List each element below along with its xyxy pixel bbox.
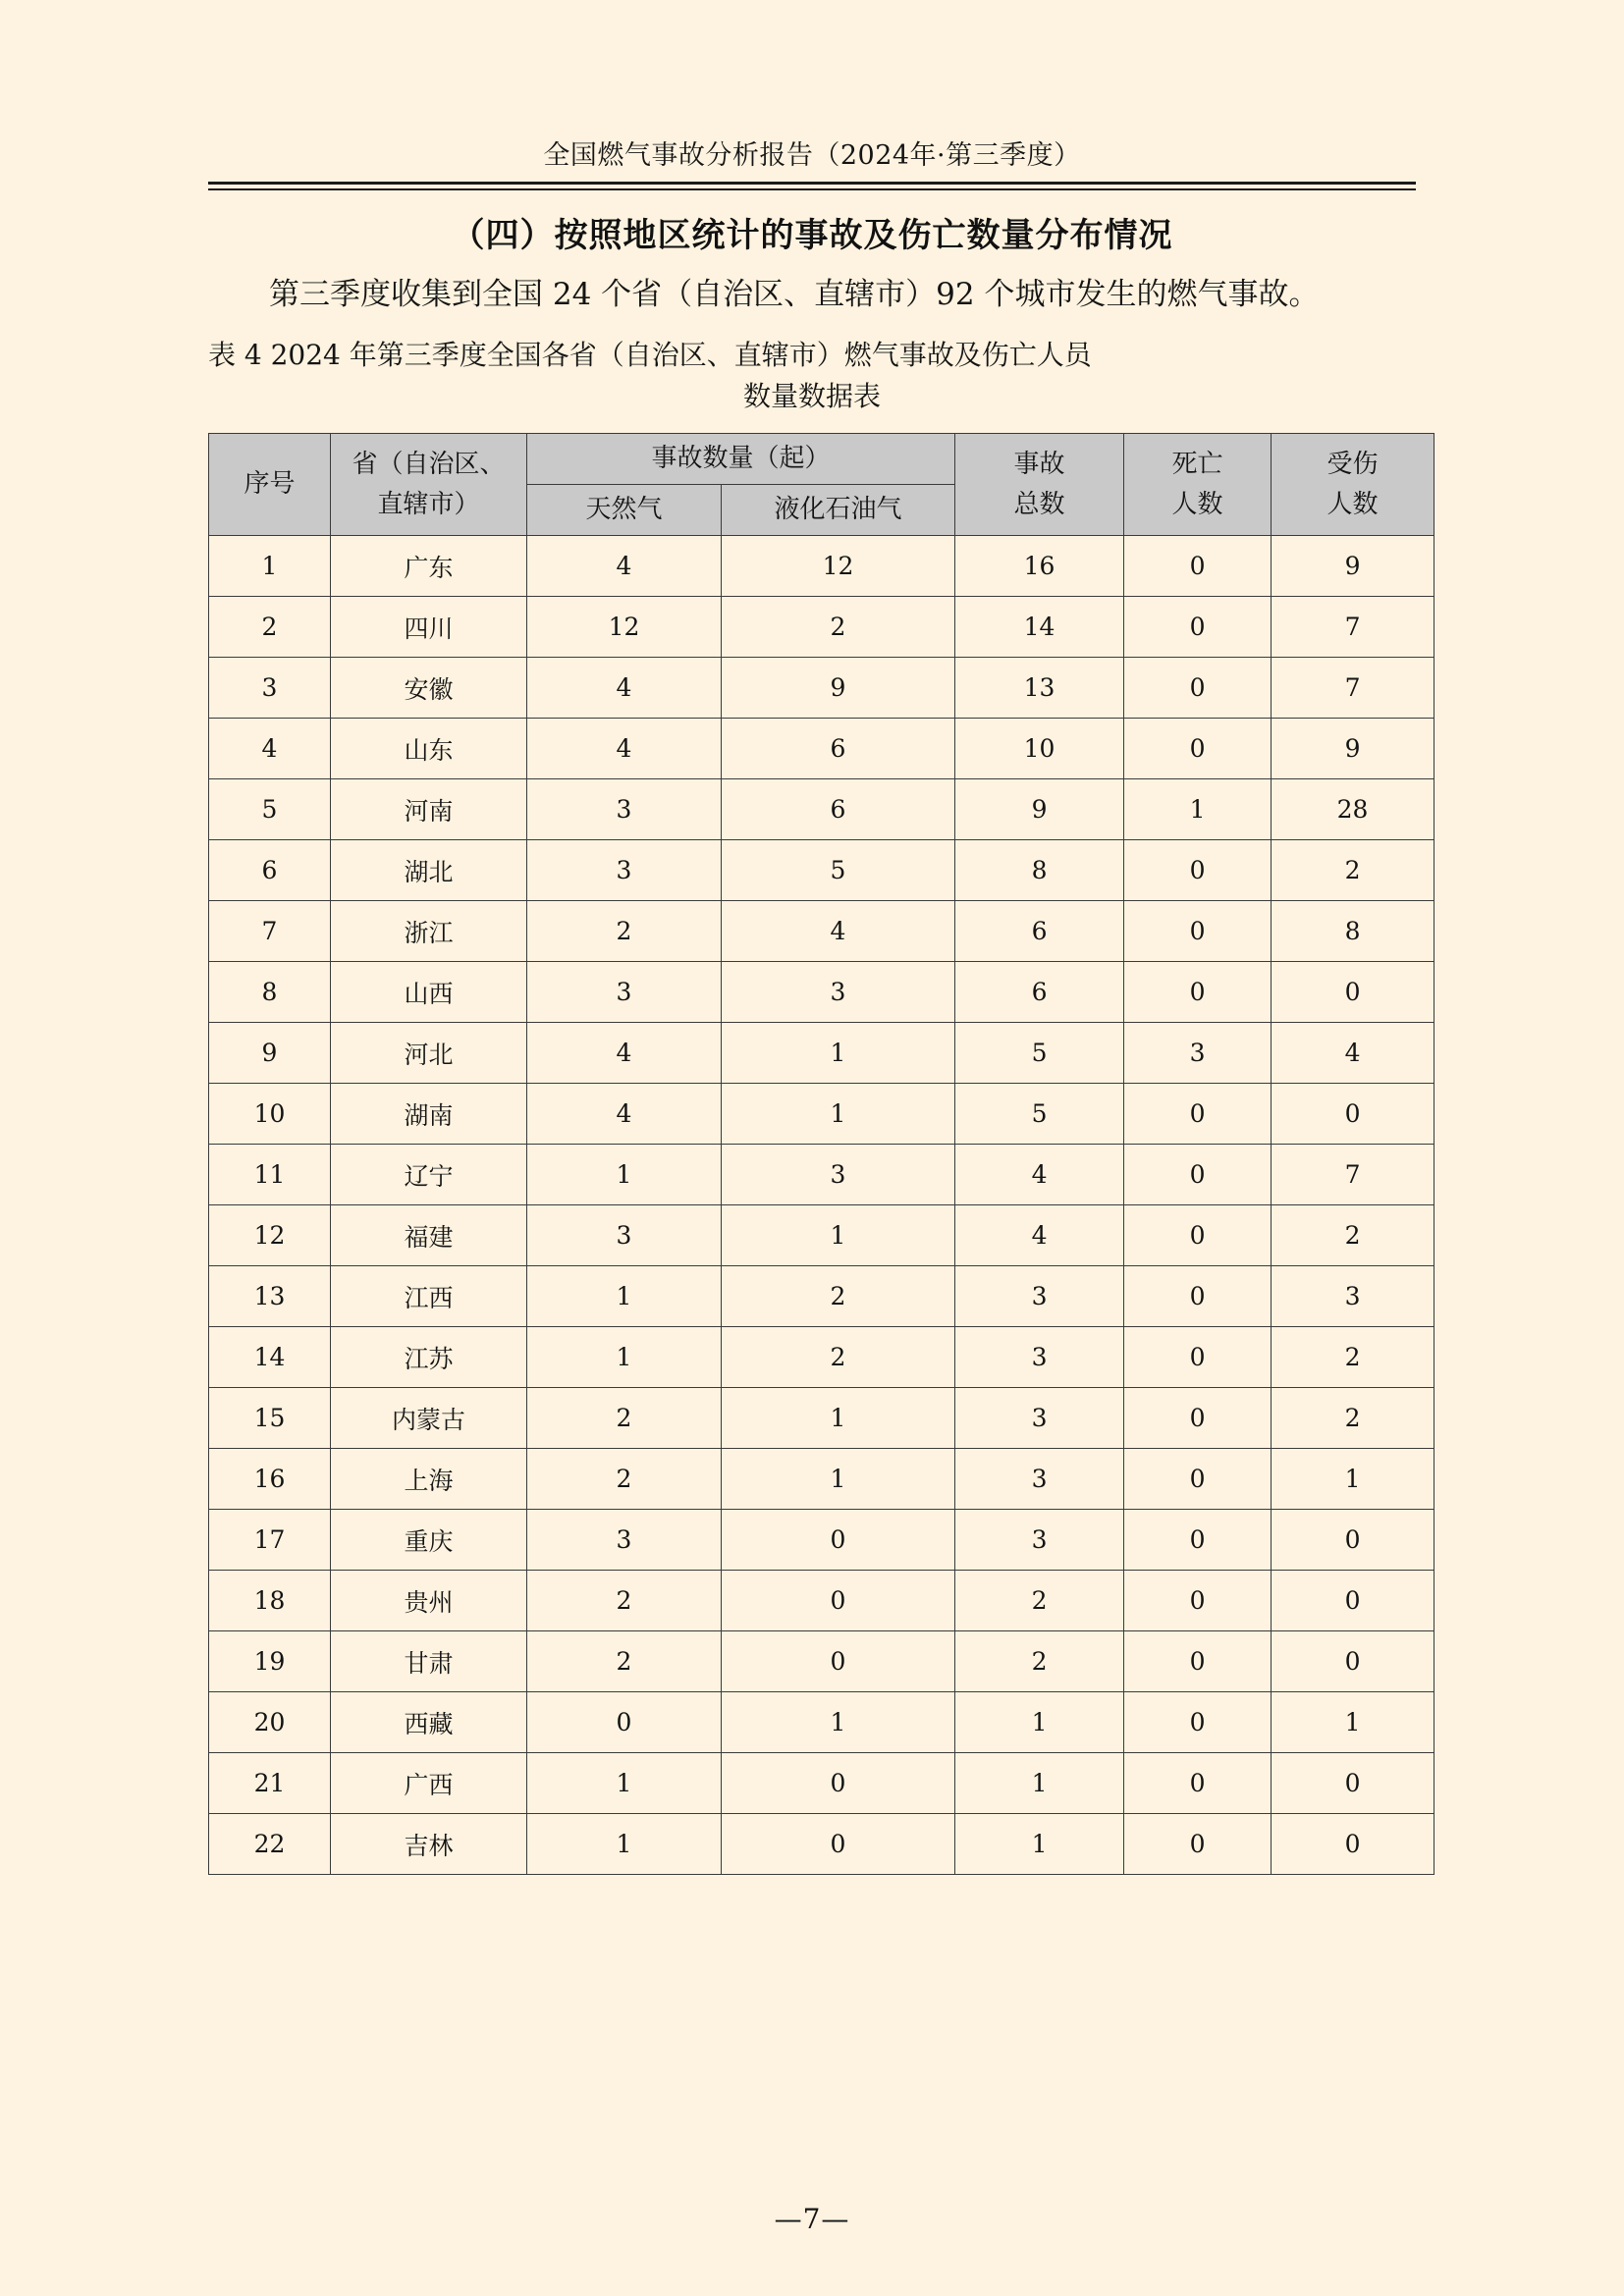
cell-natural-gas: 4	[527, 536, 722, 597]
cell-lpg: 0	[722, 1571, 955, 1631]
cell-index: 19	[209, 1631, 331, 1692]
cell-total: 10	[955, 719, 1124, 779]
cell-injuries: 8	[1272, 901, 1435, 962]
cell-natural-gas: 4	[527, 1084, 722, 1145]
cell-index: 14	[209, 1327, 331, 1388]
cell-province: 辽宁	[331, 1145, 527, 1205]
header-divider-rules	[208, 182, 1416, 190]
cell-natural-gas: 2	[527, 1388, 722, 1449]
cell-index: 15	[209, 1388, 331, 1449]
cell-index: 3	[209, 658, 331, 719]
cell-natural-gas: 3	[527, 1510, 722, 1571]
cell-deaths: 3	[1124, 1023, 1272, 1084]
table-caption-line2: 数量数据表	[742, 380, 881, 413]
cell-index: 13	[209, 1266, 331, 1327]
cell-injuries: 2	[1272, 840, 1435, 901]
cell-lpg: 0	[722, 1510, 955, 1571]
cell-natural-gas: 0	[527, 1692, 722, 1753]
cell-total: 13	[955, 658, 1124, 719]
table-caption	[208, 335, 1416, 417]
cell-lpg: 0	[722, 1753, 955, 1814]
provincial-accident-table	[208, 433, 1435, 1875]
cell-index: 16	[209, 1449, 331, 1510]
page-number: —7—	[774, 2203, 850, 2235]
cell-index: 9	[209, 1023, 331, 1084]
table-row	[209, 1510, 1435, 1571]
cell-injuries: 3	[1272, 1266, 1435, 1327]
cell-deaths: 0	[1124, 1388, 1272, 1449]
header-rule-thin	[208, 188, 1416, 190]
cell-total: 2	[955, 1571, 1124, 1631]
th-total-line2: 总数	[1013, 489, 1065, 519]
table-row	[209, 1631, 1435, 1692]
cell-index: 17	[209, 1510, 331, 1571]
cell-injuries: 0	[1272, 1571, 1435, 1631]
cell-injuries: 0	[1272, 1084, 1435, 1145]
cell-province: 河北	[331, 1023, 527, 1084]
th-deaths	[1124, 434, 1272, 536]
cell-deaths: 0	[1124, 962, 1272, 1023]
cell-injuries: 2	[1272, 1327, 1435, 1388]
cell-province: 河南	[331, 779, 527, 840]
cell-lpg: 1	[722, 1692, 955, 1753]
cell-lpg: 1	[722, 1205, 955, 1266]
cell-total: 3	[955, 1266, 1124, 1327]
cell-natural-gas: 1	[527, 1266, 722, 1327]
table-row	[209, 719, 1435, 779]
table-row	[209, 1205, 1435, 1266]
table-row	[209, 1266, 1435, 1327]
table-row	[209, 1814, 1435, 1875]
table-row	[209, 1692, 1435, 1753]
cell-index: 18	[209, 1571, 331, 1631]
cell-index: 2	[209, 597, 331, 658]
cell-province: 内蒙古	[331, 1388, 527, 1449]
cell-total: 5	[955, 1023, 1124, 1084]
cell-province: 湖北	[331, 840, 527, 901]
cell-deaths: 0	[1124, 1327, 1272, 1388]
cell-deaths: 0	[1124, 1145, 1272, 1205]
cell-deaths: 0	[1124, 1814, 1272, 1875]
cell-deaths: 0	[1124, 1631, 1272, 1692]
th-natural-gas: 天然气	[527, 485, 722, 536]
cell-injuries: 0	[1272, 1814, 1435, 1875]
table-row	[209, 779, 1435, 840]
section-heading: （四）按照地区统计的事故及伤亡数量分布情况	[451, 216, 1173, 255]
cell-deaths: 0	[1124, 1084, 1272, 1145]
th-deaths-line1: 死亡	[1171, 450, 1223, 480]
cell-lpg: 5	[722, 840, 955, 901]
th-injuries-line1: 受伤	[1326, 450, 1379, 480]
cell-lpg: 2	[722, 1327, 955, 1388]
cell-injuries: 0	[1272, 1753, 1435, 1814]
cell-province: 广东	[331, 536, 527, 597]
th-province-line1: 省（自治区、	[352, 450, 506, 480]
cell-lpg: 6	[722, 719, 955, 779]
cell-natural-gas: 4	[527, 1023, 722, 1084]
cell-total: 6	[955, 901, 1124, 962]
cell-natural-gas: 4	[527, 658, 722, 719]
cell-lpg: 6	[722, 779, 955, 840]
cell-natural-gas: 1	[527, 1753, 722, 1814]
cell-province: 湖南	[331, 1084, 527, 1145]
cell-deaths: 1	[1124, 779, 1272, 840]
cell-total: 1	[955, 1692, 1124, 1753]
cell-total: 1	[955, 1814, 1124, 1875]
th-injuries-line2: 人数	[1326, 489, 1379, 519]
cell-natural-gas: 1	[527, 1327, 722, 1388]
cell-natural-gas: 2	[527, 1571, 722, 1631]
cell-injuries: 9	[1272, 536, 1435, 597]
cell-injuries: 9	[1272, 719, 1435, 779]
cell-index: 20	[209, 1692, 331, 1753]
th-injuries	[1272, 434, 1435, 536]
cell-deaths: 0	[1124, 1205, 1272, 1266]
cell-lpg: 9	[722, 658, 955, 719]
cell-province: 福建	[331, 1205, 527, 1266]
table-row	[209, 658, 1435, 719]
cell-total: 6	[955, 962, 1124, 1023]
cell-total: 8	[955, 840, 1124, 901]
cell-total: 9	[955, 779, 1124, 840]
cell-index: 5	[209, 779, 331, 840]
cell-injuries: 4	[1272, 1023, 1435, 1084]
cell-injuries: 0	[1272, 1631, 1435, 1692]
cell-total: 3	[955, 1388, 1124, 1449]
cell-total: 1	[955, 1753, 1124, 1814]
table-row	[209, 1327, 1435, 1388]
cell-lpg: 1	[722, 1023, 955, 1084]
cell-total: 4	[955, 1205, 1124, 1266]
cell-total: 3	[955, 1449, 1124, 1510]
cell-province: 四川	[331, 597, 527, 658]
cell-index: 10	[209, 1084, 331, 1145]
cell-index: 8	[209, 962, 331, 1023]
cell-natural-gas: 12	[527, 597, 722, 658]
cell-injuries: 7	[1272, 1145, 1435, 1205]
th-total	[955, 434, 1124, 536]
cell-total: 2	[955, 1631, 1124, 1692]
cell-injuries: 1	[1272, 1449, 1435, 1510]
cell-province: 吉林	[331, 1814, 527, 1875]
table-row	[209, 901, 1435, 962]
cell-province: 重庆	[331, 1510, 527, 1571]
cell-lpg: 1	[722, 1388, 955, 1449]
cell-province: 贵州	[331, 1571, 527, 1631]
table-row	[209, 1753, 1435, 1814]
cell-injuries: 1	[1272, 1692, 1435, 1753]
page-content	[208, 208, 1416, 1875]
cell-index: 21	[209, 1753, 331, 1814]
table-row	[209, 962, 1435, 1023]
th-deaths-line2: 人数	[1171, 489, 1223, 519]
cell-deaths: 0	[1124, 1266, 1272, 1327]
th-lpg: 液化石油气	[722, 485, 955, 536]
cell-index: 6	[209, 840, 331, 901]
cell-natural-gas: 3	[527, 962, 722, 1023]
cell-injuries: 2	[1272, 1388, 1435, 1449]
table-row	[209, 1449, 1435, 1510]
cell-deaths: 0	[1124, 658, 1272, 719]
cell-lpg: 3	[722, 1145, 955, 1205]
table-body	[209, 536, 1435, 1875]
cell-lpg: 0	[722, 1814, 955, 1875]
cell-province: 上海	[331, 1449, 527, 1510]
cell-deaths: 0	[1124, 597, 1272, 658]
table-row	[209, 1145, 1435, 1205]
cell-total: 3	[955, 1327, 1124, 1388]
cell-deaths: 0	[1124, 901, 1272, 962]
cell-natural-gas: 3	[527, 1205, 722, 1266]
cell-index: 7	[209, 901, 331, 962]
cell-deaths: 0	[1124, 536, 1272, 597]
cell-injuries: 0	[1272, 962, 1435, 1023]
cell-index: 12	[209, 1205, 331, 1266]
cell-deaths: 0	[1124, 719, 1272, 779]
th-province	[331, 434, 527, 536]
cell-deaths: 0	[1124, 840, 1272, 901]
th-province-line2: 直辖市）	[377, 489, 480, 519]
cell-index: 4	[209, 719, 331, 779]
cell-total: 16	[955, 536, 1124, 597]
cell-injuries: 28	[1272, 779, 1435, 840]
table-row	[209, 1388, 1435, 1449]
cell-province: 甘肃	[331, 1631, 527, 1692]
cell-injuries: 0	[1272, 1510, 1435, 1571]
table-caption-line1: 表 4 2024 年第三季度全国各省（自治区、直辖市）燃气事故及伤亡人员	[208, 339, 1092, 372]
table-row	[209, 840, 1435, 901]
cell-index: 11	[209, 1145, 331, 1205]
cell-total: 14	[955, 597, 1124, 658]
table-row	[209, 1571, 1435, 1631]
cell-natural-gas: 4	[527, 719, 722, 779]
running-header-title: 全国燃气事故分析报告（2024年·第三季度）	[543, 140, 1081, 171]
cell-natural-gas: 1	[527, 1814, 722, 1875]
cell-province: 江苏	[331, 1327, 527, 1388]
cell-lpg: 2	[722, 597, 955, 658]
table-row	[209, 597, 1435, 658]
cell-province: 安徽	[331, 658, 527, 719]
th-total-line1: 事故	[1013, 450, 1065, 480]
cell-deaths: 0	[1124, 1510, 1272, 1571]
cell-index: 22	[209, 1814, 331, 1875]
cell-deaths: 0	[1124, 1449, 1272, 1510]
cell-injuries: 7	[1272, 658, 1435, 719]
cell-natural-gas: 3	[527, 779, 722, 840]
table-row	[209, 1084, 1435, 1145]
cell-lpg: 12	[722, 536, 955, 597]
cell-natural-gas: 2	[527, 1631, 722, 1692]
cell-injuries: 7	[1272, 597, 1435, 658]
table-container	[208, 433, 1416, 1875]
cell-province: 西藏	[331, 1692, 527, 1753]
table-row	[209, 1023, 1435, 1084]
section-paragraph: 第三季度收集到全国 24 个省（自治区、直辖市）92 个城市发生的燃气事故。	[269, 277, 1320, 312]
cell-natural-gas: 1	[527, 1145, 722, 1205]
cell-province: 浙江	[331, 901, 527, 962]
cell-total: 5	[955, 1084, 1124, 1145]
cell-province: 山西	[331, 962, 527, 1023]
table-header-row-1	[209, 434, 1435, 485]
th-accident-count-group: 事故数量（起）	[527, 434, 955, 485]
table-header	[209, 434, 1435, 536]
cell-lpg: 0	[722, 1631, 955, 1692]
cell-lpg: 4	[722, 901, 955, 962]
cell-natural-gas: 2	[527, 901, 722, 962]
cell-natural-gas: 3	[527, 840, 722, 901]
cell-lpg: 3	[722, 962, 955, 1023]
table-row	[209, 536, 1435, 597]
cell-natural-gas: 2	[527, 1449, 722, 1510]
cell-lpg: 1	[722, 1449, 955, 1510]
cell-total: 4	[955, 1145, 1124, 1205]
cell-deaths: 0	[1124, 1753, 1272, 1814]
cell-deaths: 0	[1124, 1571, 1272, 1631]
cell-injuries: 2	[1272, 1205, 1435, 1266]
cell-deaths: 0	[1124, 1692, 1272, 1753]
cell-total: 3	[955, 1510, 1124, 1571]
th-index: 序号	[209, 434, 331, 536]
cell-lpg: 1	[722, 1084, 955, 1145]
cell-index: 1	[209, 536, 331, 597]
cell-province: 山东	[331, 719, 527, 779]
cell-province: 江西	[331, 1266, 527, 1327]
cell-province: 广西	[331, 1753, 527, 1814]
cell-lpg: 2	[722, 1266, 955, 1327]
